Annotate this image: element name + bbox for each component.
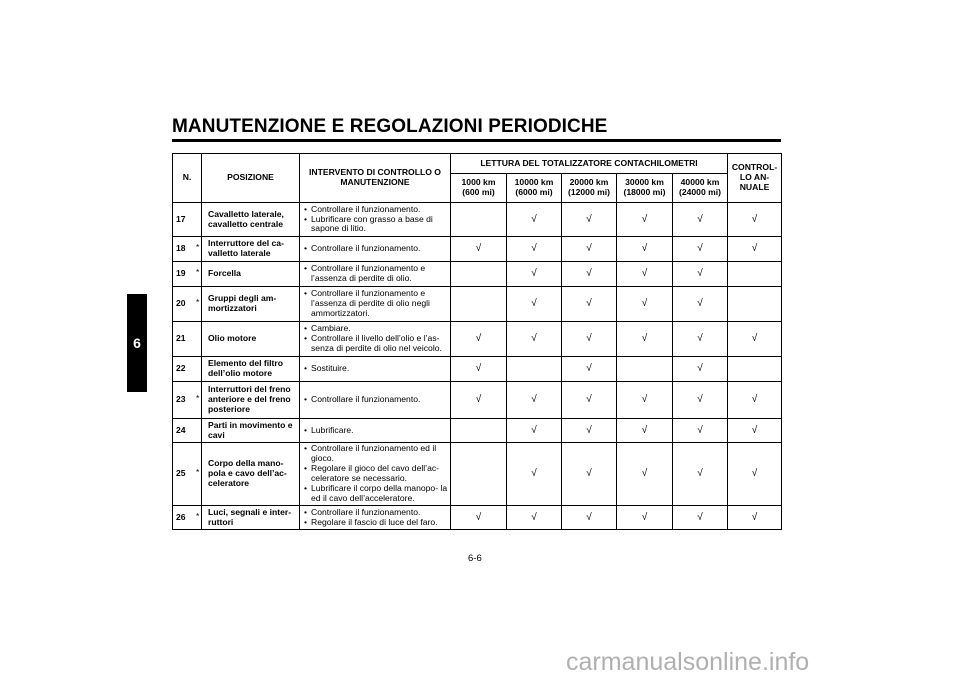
row-number: 22 — [173, 357, 202, 382]
row-position: Interruttori del freno anteriore e del freno posteriore — [202, 382, 300, 419]
empty-cell — [451, 262, 507, 287]
table-row — [173, 419, 782, 443]
check-mark: √ — [507, 262, 562, 287]
check-mark: √ — [507, 322, 562, 357]
intervention-item: • Cambiare. — [304, 324, 448, 334]
row-position: Interruttore del ca- valletto laterale — [202, 237, 300, 262]
table-row — [173, 506, 782, 530]
header-km-1000: 1000 km (600 mi) — [451, 174, 507, 203]
row-number: 19 * — [173, 262, 202, 287]
check-mark: √ — [617, 443, 673, 506]
empty-cell — [728, 262, 782, 287]
check-mark: √ — [451, 322, 507, 357]
check-mark: √ — [507, 506, 562, 530]
row-position: Olio motore — [202, 322, 300, 357]
row-intervention — [300, 506, 451, 530]
intervention-item: • Controllare il funzionamento. — [304, 395, 448, 405]
check-mark: √ — [562, 322, 617, 357]
check-mark: √ — [673, 443, 728, 506]
page-number: 6-6 — [468, 553, 482, 564]
check-mark: √ — [728, 322, 782, 357]
row-position: Luci, segnali e inter- ruttori — [202, 506, 300, 530]
row-position: Parti in movimento e cavi — [202, 419, 300, 443]
asterisk-note: * — [196, 267, 200, 278]
check-mark: √ — [507, 237, 562, 262]
intervention-item: • Regolare il fascio di luce del faro. — [304, 518, 448, 528]
check-mark: √ — [562, 419, 617, 443]
row-position: Forcella — [202, 262, 300, 287]
check-mark: √ — [728, 382, 782, 419]
check-mark: √ — [562, 382, 617, 419]
check-mark: √ — [617, 262, 673, 287]
check-mark: √ — [507, 382, 562, 419]
table-row — [173, 357, 782, 382]
row-intervention — [300, 382, 451, 419]
empty-cell — [451, 419, 507, 443]
check-mark: √ — [673, 506, 728, 530]
asterisk-note: * — [196, 393, 200, 404]
asterisk-note: * — [196, 467, 200, 478]
empty-cell — [451, 203, 507, 237]
intervention-item: • Controllare il funzionamento. — [304, 244, 448, 254]
check-mark: √ — [562, 237, 617, 262]
intervention-item: • Lubrificare il corpo della manopo- la ed il cavo dell’acceleratore. — [304, 484, 448, 504]
row-number: 18 * — [173, 237, 202, 262]
check-mark: √ — [728, 203, 782, 237]
check-mark: √ — [562, 357, 617, 382]
check-mark: √ — [673, 262, 728, 287]
row-intervention — [300, 322, 451, 357]
check-mark: √ — [451, 237, 507, 262]
table-row — [173, 287, 782, 322]
check-mark: √ — [728, 506, 782, 530]
check-mark: √ — [507, 419, 562, 443]
intervention-item: • Lubrificare con grasso a base di sapone di litio. — [304, 215, 448, 235]
row-intervention — [300, 237, 451, 262]
header-km-20000: 20000 km (12000 mi) — [562, 174, 617, 203]
empty-cell — [728, 357, 782, 382]
check-mark: √ — [617, 322, 673, 357]
header-intervention: INTERVENTO DI CONTROLLO O MANUTENZIONE — [300, 154, 451, 203]
row-intervention — [300, 287, 451, 322]
check-mark: √ — [617, 287, 673, 322]
check-mark: √ — [728, 237, 782, 262]
header-km-30000: 30000 km (18000 mi) — [617, 174, 673, 203]
check-mark: √ — [617, 203, 673, 237]
header-position: POSIZIONE — [202, 154, 300, 203]
header-km-40000: 40000 km (24000 mi) — [673, 174, 728, 203]
table-row — [173, 443, 782, 506]
row-position: Cavalletto laterale, cavalletto centrale — [202, 203, 300, 237]
check-mark: √ — [562, 287, 617, 322]
intervention-item: • Controllare il livello dell’olio e l’as- senza di perdite di olio nel veicolo. — [304, 334, 448, 354]
empty-cell — [451, 287, 507, 322]
table-row — [173, 322, 782, 357]
intervention-item: • Controllare il funzionamento. — [304, 205, 448, 215]
empty-cell — [617, 357, 673, 382]
asterisk-note: * — [196, 510, 200, 521]
check-mark: √ — [562, 203, 617, 237]
row-number: 21 — [173, 322, 202, 357]
row-number: 26 * — [173, 506, 202, 530]
check-mark: √ — [562, 443, 617, 506]
check-mark: √ — [507, 203, 562, 237]
check-mark: √ — [507, 287, 562, 322]
check-mark: √ — [562, 262, 617, 287]
check-mark: √ — [562, 506, 617, 530]
row-intervention — [300, 443, 451, 506]
row-position: Elemento del filtro dell’olio motore — [202, 357, 300, 382]
row-intervention — [300, 357, 451, 382]
check-mark: √ — [728, 419, 782, 443]
check-mark: √ — [673, 357, 728, 382]
header-odometer: LETTURA DEL TOTALIZZATORE CONTACHILOMETRI — [451, 154, 728, 174]
watermark: carmanualsonline.info — [566, 648, 810, 676]
page-title: MANUTENZIONE E REGOLAZIONI PERIODICHE — [172, 116, 608, 137]
check-mark: √ — [617, 506, 673, 530]
asterisk-note: * — [196, 297, 200, 308]
table-row — [173, 237, 782, 262]
check-mark: √ — [451, 506, 507, 530]
header-km-10000: 10000 km (6000 mi) — [507, 174, 562, 203]
intervention-item: • Controllare il funzionamento ed il gioco. — [304, 444, 448, 464]
check-mark: √ — [673, 382, 728, 419]
intervention-item: • Controllare il funzionamento e l’assenza di perdite di olio. — [304, 264, 448, 284]
asterisk-note: * — [196, 242, 200, 253]
intervention-item: • Regolare il gioco del cavo dell’ac- celeratore se necessario. — [304, 464, 448, 484]
empty-cell — [728, 287, 782, 322]
intervention-item: • Lubrificare. — [304, 426, 448, 436]
row-number: 17 — [173, 203, 202, 237]
check-mark: √ — [451, 357, 507, 382]
check-mark: √ — [617, 419, 673, 443]
check-mark: √ — [673, 419, 728, 443]
row-number: 20 * — [173, 287, 202, 322]
header-n: N. — [173, 154, 202, 203]
empty-cell — [507, 357, 562, 382]
row-intervention — [300, 203, 451, 237]
intervention-item: • Sostituire. — [304, 364, 448, 374]
intervention-item: • Controllare il funzionamento e l’assenza di perdite di olio negli ammortizzatori. — [304, 289, 448, 319]
check-mark: √ — [617, 237, 673, 262]
check-mark: √ — [507, 443, 562, 506]
row-position: Gruppi degli am- mortizzatori — [202, 287, 300, 322]
chapter-tab: 6 — [127, 294, 147, 392]
check-mark: √ — [673, 322, 728, 357]
row-number: 24 — [173, 419, 202, 443]
check-mark: √ — [728, 443, 782, 506]
header-annual: CONTROL- LO AN- NUALE — [728, 154, 782, 203]
row-position: Corpo della mano- pola e cavo dell’ac- celeratore — [202, 443, 300, 506]
row-intervention — [300, 419, 451, 443]
empty-cell — [451, 443, 507, 506]
check-mark: √ — [451, 382, 507, 419]
intervention-item: • Controllare il funzionamento. — [304, 508, 448, 518]
title-rule — [172, 139, 781, 142]
check-mark: √ — [673, 203, 728, 237]
row-number: 25 * — [173, 443, 202, 506]
check-mark: √ — [673, 237, 728, 262]
table-row — [173, 203, 782, 237]
maintenance-table — [172, 153, 782, 530]
table-row — [173, 382, 782, 419]
row-number: 23 * — [173, 382, 202, 419]
check-mark: √ — [617, 382, 673, 419]
row-intervention — [300, 262, 451, 287]
table-row — [173, 262, 782, 287]
check-mark: √ — [673, 287, 728, 322]
